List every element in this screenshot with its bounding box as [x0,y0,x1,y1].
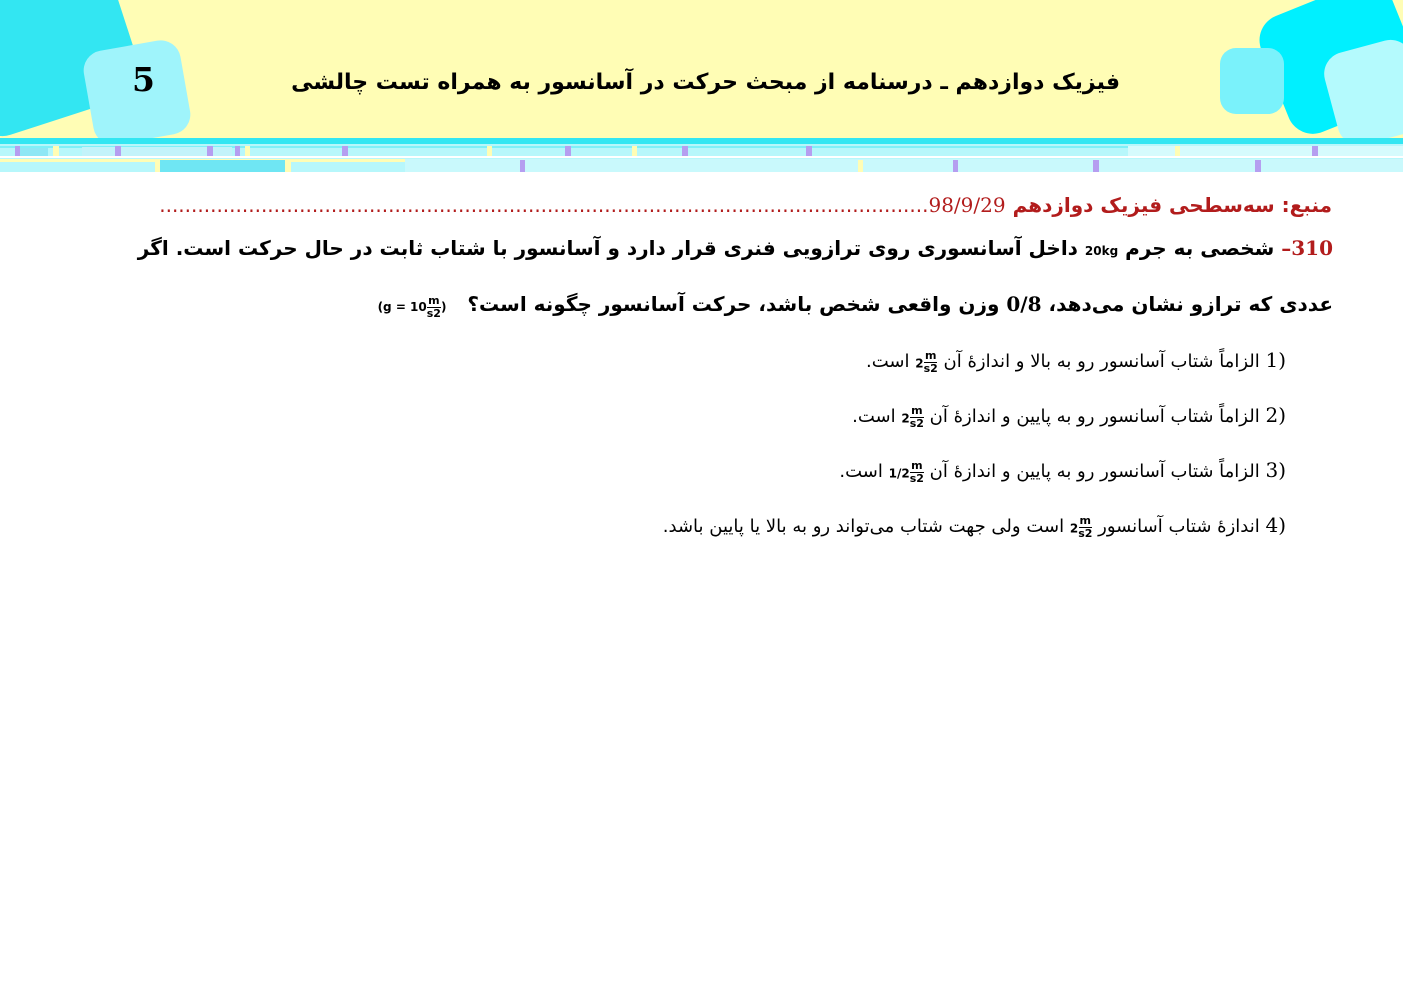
question-line-2 [378,292,1333,320]
unit-numerator: m [911,403,923,417]
option-text: اندازهٔ شتاب آسانسور [1098,516,1260,537]
unit-numerator: m [911,458,923,472]
header-title: فیزیک دوازدهم ـ درسنامه از مبحث حرکت در آسانسور به همراه تست چالشی [291,70,1120,95]
option-value-number: 2 [915,356,924,370]
unit-denominator: s2 [426,307,441,320]
decorative-square-shape [1220,48,1284,114]
option-text: الزاماً شتاب آسانسور رو به پایین و اندازهٔ آن [929,406,1260,427]
unit-numerator: m [428,294,440,307]
option-text: است. [852,406,896,427]
gravity-suffix: ) [440,300,447,314]
source-dots: ......................................................................................................................... [159,193,929,217]
question-text: عددی که ترازو نشان می‌دهد، [1048,292,1333,316]
unit-denominator: s2 [923,361,938,375]
question-text: وزن واقعی شخص باشد، حرکت آسانسور چگونه است؟ [467,292,1000,316]
question-text: داخل آسانسوری روی ترازویی فنری قرار دارد و آسانسور با شتاب ثابت در حال حرکت است. اگر [137,236,1078,260]
option-number: 3) [1265,458,1286,482]
unit-numerator: m [1079,513,1092,527]
option-text: است ولی جهت شتاب می‌تواند رو به بالا یا پایین باشد. [662,516,1065,537]
option-number: 1) [1265,348,1286,372]
option-text: است. [839,461,883,482]
option-4[interactable] [663,513,1286,540]
unit-denominator: s2 [1078,526,1093,540]
question-line-1 [138,236,1333,260]
source-label: منبع: سه‌سطحی فیزیک دوازدهم [1012,193,1332,217]
option-2[interactable] [852,403,1286,430]
option-value [889,460,924,485]
option-value-number: 2 [901,411,910,425]
option-text: الزاماً شتاب آسانسور رو به بالا و اندازهٔ آن [943,351,1260,372]
option-text: الزاماً شتاب آسانسور رو به پایین و اندازهٔ آن [929,461,1260,482]
page-header [0,0,1403,140]
question-number: 310– [1281,236,1333,260]
ratio-value: 0/8 [1006,292,1042,316]
option-text: است. [866,351,910,372]
question-text: شخصی به جرم [1125,236,1275,260]
unit-denominator: s2 [909,471,924,485]
option-number: 4) [1265,513,1286,537]
unit-numerator: m [924,348,937,362]
option-value-number: 1/2 [888,466,910,480]
decorative-stripe-band [0,138,1403,172]
option-value-number: 2 [1069,521,1079,535]
option-value [901,405,924,430]
mass-value: 20kg [1084,244,1119,258]
option-value [915,350,938,375]
unit-fraction [427,295,441,320]
source-date: 98/9/29 [928,193,1006,217]
page-number: 5 [132,60,155,99]
option-value [1070,515,1093,540]
gravity-note [378,295,447,320]
source-line [70,193,1332,223]
gravity-prefix: (g = 10 [377,300,427,314]
unit-denominator: s2 [909,416,924,430]
option-1[interactable] [866,348,1286,375]
option-number: 2) [1265,403,1286,427]
option-3[interactable] [839,458,1286,485]
